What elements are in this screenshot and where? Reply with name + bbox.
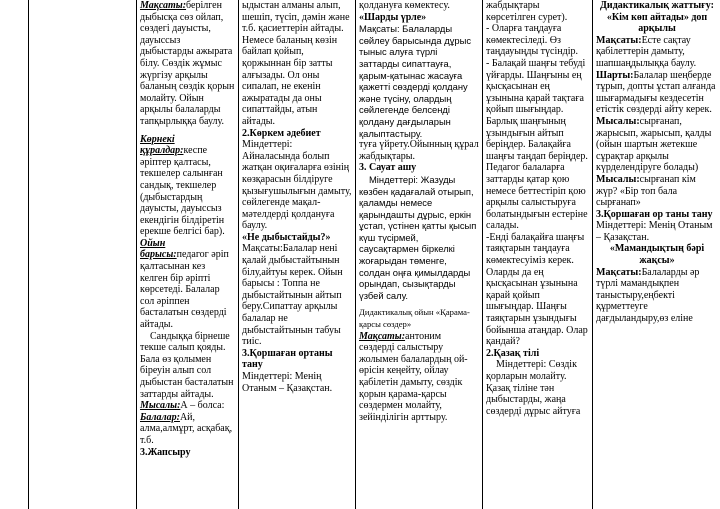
paragraph bbox=[359, 139, 479, 162]
game-title: «Мамандықтың бәрі жақсы» bbox=[609, 243, 705, 267]
paragraph bbox=[596, 35, 718, 70]
body-text: берілген дыбысқа сөз ойлап, сөздегі дауысты, дауыссыз дыбыстарды ажырата білу. Сөздік жұмыс жүргізу арқылы баланың сөздік қорын молайту. Ойын арқылы балаларды тапқырлыққа баулу. bbox=[140, 0, 235, 127]
column-3 bbox=[356, 0, 482, 509]
paragraph bbox=[242, 0, 352, 128]
game-caption: Дидактикалық ойын «Қарама-қарсы сөздер» bbox=[359, 307, 470, 330]
body-text: Міндеттері: Сөздік қорларын молайту. Қазақ тіліне тән дыбыстарды, жаңа сөздерді дұрыс айтуға bbox=[486, 359, 581, 417]
paragraph bbox=[596, 139, 718, 174]
paragraph bbox=[359, 331, 479, 424]
paragraph bbox=[486, 0, 589, 23]
body-text: қолдануға көмектесу. bbox=[359, 0, 450, 11]
section-heading: 3.Қоршаған ор таны тану bbox=[596, 208, 713, 220]
body-text: Есте сақтау қабілеттерін дамыту, шапшаңдылыққа баулу. bbox=[596, 34, 697, 69]
body-text: Педагог балаларға заттарды қатар қою немесе беттестіріп қою арқылы салыстыруға болатындығын естеріне салады. bbox=[486, 162, 588, 232]
paragraph bbox=[140, 400, 235, 412]
body-text: (ойын шартын жетекше сұрақтар арқылы күрделендіруге болады) bbox=[596, 139, 699, 174]
body-text: Сандыққа бірнеше текше салып қояды. Бала өз қолымен біреуін алып сол дыбыстан басталатын заттарды айтады. bbox=[140, 330, 234, 400]
body-text: - Балақай шаңғы тебуді үйғарды. Шаңғыны ең қысқасынан ең ұзынына қарай тақтаға қойып шығыңдар. Барлық шаңғының ұзындығын айтып беріңдер. Балақайға шаңғы таңдап беріңдер. bbox=[486, 57, 588, 162]
label-lead: Мысалы: bbox=[140, 400, 181, 412]
label-lead: Көрнекі құралдар: bbox=[140, 133, 184, 157]
body-text: Мақсаты: Балаларды сөйлеу барысында дұрыс тыныс алуға түрлі заттарды сипаттауға, қарым-қатынас жасауға қажетті сөздерді қолдану және түсіну, олардың сөйлегенде белсенді қолдану дағдыларын қалыптастыру. bbox=[359, 23, 472, 139]
paragraph bbox=[140, 134, 235, 238]
label-lead: Мақсаты: bbox=[359, 330, 406, 342]
section-heading: 2.Көркем әдебиет bbox=[242, 127, 321, 139]
paragraph bbox=[140, 331, 235, 401]
paragraph bbox=[596, 174, 718, 209]
paragraph bbox=[486, 359, 589, 417]
body-text: антоним сөздерді салыстыру жолымен балалардың ой-өрісін кеңейту, ойлау қабілетін дамыту, сөздік қорын қарама-қарсы сөздермен молайту, зейінділігін арттыру. bbox=[359, 330, 468, 423]
game-title: Дидактикалық жаттығу: bbox=[600, 0, 714, 11]
label-lead: Мысалы: bbox=[596, 115, 640, 127]
paragraph bbox=[242, 243, 352, 347]
paragraph bbox=[242, 371, 352, 394]
game-title: «Кім көп айтады» доп арқылы bbox=[606, 11, 708, 35]
column-2 bbox=[239, 0, 355, 509]
body-text: Мақсаты:Балалар нені қалай дыбыстайтынын білу,айтуы керек. Ойын барысы : Топпа не дыбыстайтынын айтып беру.Сипаттау арқылы балалар не дыбыстайтынын табуы тиіс. bbox=[242, 243, 343, 348]
body-text: сырғанап, жарысып, жарысып, қалды bbox=[596, 115, 712, 139]
label-lead: Мақсаты: bbox=[140, 0, 187, 11]
paragraph bbox=[596, 116, 718, 139]
paragraph bbox=[140, 238, 235, 331]
paragraph bbox=[242, 139, 352, 232]
body-text: Міндеттері: Жазуды көзбен қадағалай отырып, қаламды немесе қарындашты дұрыс, еркін ұстап, үстінен қатты қысып күш түсірмей, саусақтармен біркелкі жоғарыдан төменге, солдан оңға қимылдарды орындап, сызықтарды үзбей салу. bbox=[359, 173, 477, 301]
paragraph bbox=[359, 23, 479, 139]
paragraph bbox=[359, 174, 479, 302]
paragraph bbox=[486, 58, 589, 162]
body-text: сырғанап кім жүр? «Бір топ бала сырғанап» bbox=[596, 173, 696, 209]
body-text: туға үйрету.Ойынның құрал жабдықтары. bbox=[359, 139, 479, 162]
game-title: «Шарды үрле» bbox=[359, 11, 427, 23]
body-text: А – болса: bbox=[180, 400, 225, 412]
label-lead: Мақсаты: bbox=[596, 266, 642, 278]
game-title: «Не дыбыстайды?» bbox=[242, 231, 331, 243]
body-text: кеспе әріптер қалтасы, текшелер салынған сандық, текшелер (дыбыстардың дауысты, дауыссыз екендігін білдіретін ерекше белгісі бар). bbox=[140, 145, 225, 238]
label-lead: Мақсаты: bbox=[596, 34, 642, 46]
body-text: Ай, алма,алмұрт, асқабақ, т.б. bbox=[140, 411, 233, 446]
body-text: Міндеттері: Айналасында болып жатқан оқиғаларға өзінің көзқарасын білдіруге қызығушылығын дамыту, сөйлегенде мақал-мәтелдерді қолдануға баулу. bbox=[242, 139, 352, 232]
body-text: Балалар шеңберде тұрып, допты ұстап алғанда шығармадығы кездесетін етістік сөздерді айту керек. bbox=[596, 69, 716, 116]
paragraph bbox=[596, 267, 718, 325]
paragraph bbox=[140, 0, 235, 128]
body-text: - Оларға таңдауға көмектесіледі. Өз таңдауыңды түсіндір. bbox=[486, 23, 578, 58]
paragraph bbox=[486, 162, 589, 232]
body-text: -Енді балақайға шаңғы таяқтарын таңдауға көмектесуіміз керек. Оларды да ең қысқасынан ұзынына қарай қойып шығыңдар. Шаңғы таяқтарын ұзындығы бойынша атаңдар. Олар қандай? bbox=[486, 231, 588, 348]
section-heading: 3. Сауат ашу bbox=[359, 162, 417, 174]
body-text: ыдыстан алманы алып, шешіп, түсіп, дәмін және т.б. қасиеттерін айтады. Немесе баланың көзін байлап қойып, қоржыннан бір затты алғызады. Ол оны сипалап, не екенін ажыратады да оны сипаттайды, атын айтады. bbox=[242, 0, 350, 127]
label-lead: Шарты: bbox=[596, 69, 634, 81]
section-heading: 2.Қазақ тілі bbox=[486, 347, 540, 359]
paragraph bbox=[596, 70, 718, 116]
section-heading: 3.Қоршаған ортаны тану bbox=[242, 347, 333, 371]
paragraph bbox=[486, 23, 589, 58]
column-5 bbox=[593, 0, 720, 509]
column-4 bbox=[483, 0, 592, 509]
body-text: Міндеттері: Менің Отаным – Қазақстан. bbox=[596, 220, 713, 243]
paragraph bbox=[486, 232, 589, 348]
label-lead: Балалар: bbox=[140, 411, 180, 423]
paragraph bbox=[596, 220, 718, 243]
paragraph bbox=[359, 0, 479, 12]
label-lead: Мысалы: bbox=[596, 173, 640, 185]
body-text: Балаларды әр түрлі мамандықпен таныстыру,еңбекті құрметтеуге дағдыландыру,өз еліне bbox=[596, 266, 700, 325]
column-1 bbox=[137, 0, 238, 509]
body-text: педагог әріп қалтасынан кез келген бір әріпті көрсетеді. Балалар сол әріппен басталатын сөздерді айтады. bbox=[140, 249, 229, 331]
section-heading: 3.Жапсыру bbox=[140, 446, 191, 458]
body-text: Міндеттері: Менің Отаным – Қазақстан. bbox=[242, 371, 333, 394]
body-text: жабдықтары көрсетілген сурет). bbox=[486, 0, 568, 23]
label-lead: Ойын барысы: bbox=[140, 237, 177, 261]
paragraph bbox=[140, 412, 235, 447]
lesson-plan-table bbox=[28, 0, 720, 509]
